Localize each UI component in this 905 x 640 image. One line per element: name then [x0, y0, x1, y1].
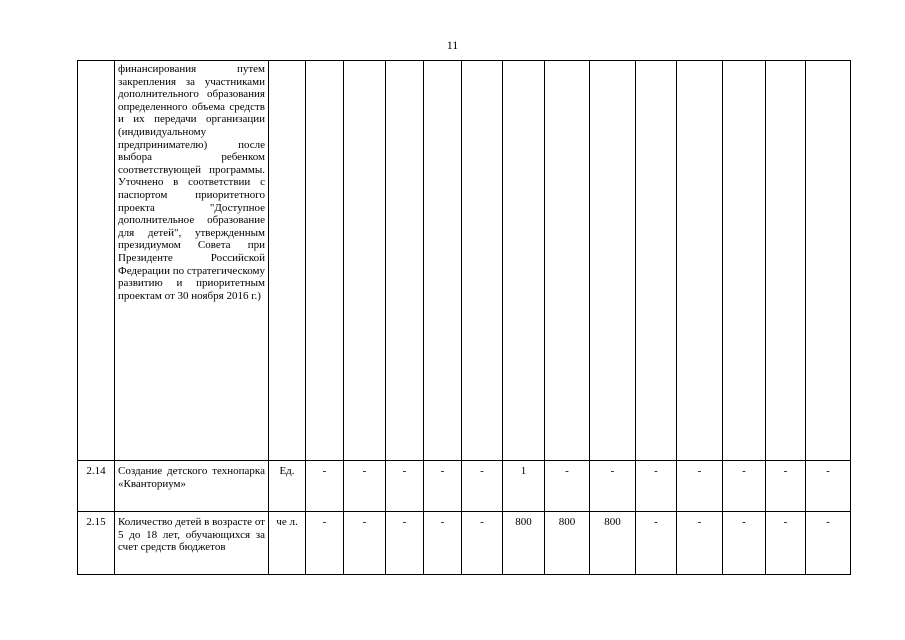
table-row [78, 461, 851, 512]
value-cell [306, 61, 344, 461]
description-cell: финансирования путем закрепления за участниками дополнительного образования определенного объема средств и их передачи организации (индивидуальному предпринимателю) после выбора ребенком соответствующей программы. Уточнено в соответствии с паспортом приоритетного проекта "Доступное дополнительное образование для детей", утвержденным президиумом Совета при Президенте Российской Федерации по стратегическому развитию и приоритетным проектам от 30 ноября 2016 г.) [115, 61, 269, 461]
value-cell: - [590, 461, 636, 512]
value-cell: - [723, 461, 766, 512]
value-cell: 1 [503, 461, 545, 512]
description-cell: Количество детей в возрасте от 5 до 18 лет, обучающихся за счет средств бюджетов [115, 512, 269, 575]
value-cell: - [424, 461, 462, 512]
value-cell: 800 [590, 512, 636, 575]
value-cell: - [806, 461, 851, 512]
value-cell: - [386, 512, 424, 575]
value-cell: - [677, 461, 723, 512]
unit-cell: Ед. [269, 461, 306, 512]
row-number-cell [78, 61, 115, 461]
table-row [78, 61, 851, 461]
row-number-cell: 2.15 [78, 512, 115, 575]
value-cell: - [636, 461, 677, 512]
value-cell [344, 61, 386, 461]
value-cell [386, 61, 424, 461]
value-cell: - [306, 461, 344, 512]
value-cell [723, 61, 766, 461]
value-cell: - [344, 461, 386, 512]
value-cell [590, 61, 636, 461]
value-cell [424, 61, 462, 461]
value-cell [462, 61, 503, 461]
value-cell [806, 61, 851, 461]
value-cell: - [766, 461, 806, 512]
value-cell: - [424, 512, 462, 575]
row-number-cell: 2.14 [78, 461, 115, 512]
value-cell [545, 61, 590, 461]
unit-cell: че л. [269, 512, 306, 575]
unit-cell [269, 61, 306, 461]
value-cell: - [386, 461, 424, 512]
value-cell: 800 [545, 512, 590, 575]
value-cell: - [723, 512, 766, 575]
value-cell [677, 61, 723, 461]
description-cell: Создание детского технопарка «Кванториум» [115, 461, 269, 512]
page-number: 11 [446, 38, 459, 52]
value-cell: - [806, 512, 851, 575]
value-cell: 800 [503, 512, 545, 575]
table-row [78, 512, 851, 575]
value-cell: - [545, 461, 590, 512]
value-cell [503, 61, 545, 461]
value-cell: - [766, 512, 806, 575]
value-cell: - [462, 512, 503, 575]
indicators-table [77, 60, 851, 575]
value-cell: - [677, 512, 723, 575]
value-cell: - [344, 512, 386, 575]
value-cell [636, 61, 677, 461]
value-cell: - [636, 512, 677, 575]
value-cell: - [462, 461, 503, 512]
value-cell [766, 61, 806, 461]
value-cell: - [306, 512, 344, 575]
